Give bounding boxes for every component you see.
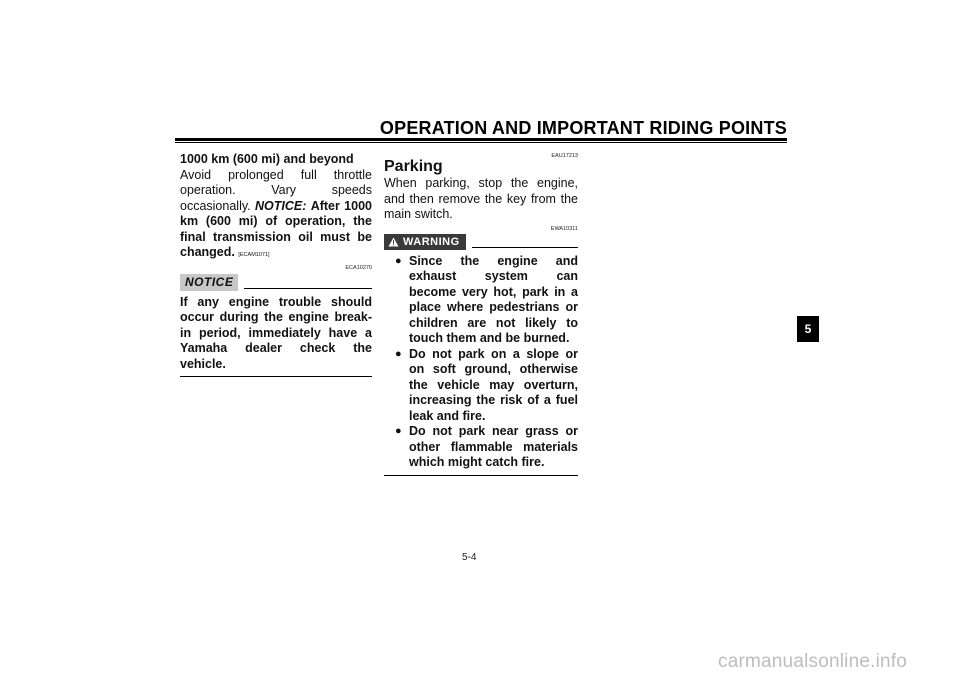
warning-reference-code: EWA10311: [550, 225, 578, 232]
break-in-paragraph: [180, 168, 372, 264]
page-number: 5-4: [462, 552, 477, 563]
inline-notice-label: NOTICE:: [254, 198, 307, 213]
notice-tag: NOTICE: [180, 274, 238, 291]
watermark: carmanualsonline.info: [718, 651, 908, 672]
page-header-title: OPERATION AND IMPORTANT RIDING POINTS: [379, 118, 787, 138]
header-rule-thin: [175, 142, 787, 143]
warning-list: [384, 254, 578, 471]
warning-end-rule: [384, 475, 578, 476]
warning-rule: [472, 247, 578, 248]
warning-item: ● Do not park near grass or other flammable materials which might catch fire.: [395, 424, 578, 469]
chapter-tab: 5: [797, 316, 819, 342]
warning-tag: [384, 234, 466, 250]
break-in-subheading: 1000 km (600 mi) and beyond: [180, 152, 354, 166]
warning-item: ● Do not park on a slope or on soft ground, otherwise the vehicle may overturn, increasing the risk of a fuel leak and fire.: [395, 346, 578, 423]
bullet-dot-icon: ●: [395, 347, 402, 360]
notice-end-rule: [180, 376, 372, 377]
header-rule: [175, 138, 787, 141]
bullet-dot-icon: ●: [395, 254, 402, 267]
notice-reference-code: ECA10270: [345, 264, 372, 271]
inline-notice-text: After 1000 km (600 mi) of operation, the final transmission oil must be changed.: [180, 198, 372, 259]
section-title: Parking: [384, 158, 443, 175]
warning-item: ● Since the engine and exhaust system can become very hot, park in a place where pedestrians or children are not likely to touch them and be burned.: [395, 253, 578, 345]
warning-heading: [384, 233, 578, 250]
bullet-dot-icon: ●: [395, 425, 402, 437]
notice-text: If any engine trouble should occur during the engine break-in period, immediately have a Yamaha dealer check the vehicle.: [180, 294, 372, 371]
parking-paragraph: When parking, stop the engine, and then remove the key from the main switch.: [384, 176, 578, 221]
warning-triangle-icon: [388, 237, 399, 247]
warning-label: WARNING: [403, 235, 460, 248]
notice-rule: [244, 288, 372, 289]
right-column: [384, 152, 578, 476]
inline-notice-code: [ECAM1071]: [238, 252, 270, 258]
notice-heading: [180, 272, 372, 291]
break-in-body: Avoid prolonged full throttle operation. Vary speeds occasionally.: [180, 167, 372, 213]
left-column: [180, 152, 372, 377]
section-reference-code: EAU17213: [551, 153, 578, 159]
